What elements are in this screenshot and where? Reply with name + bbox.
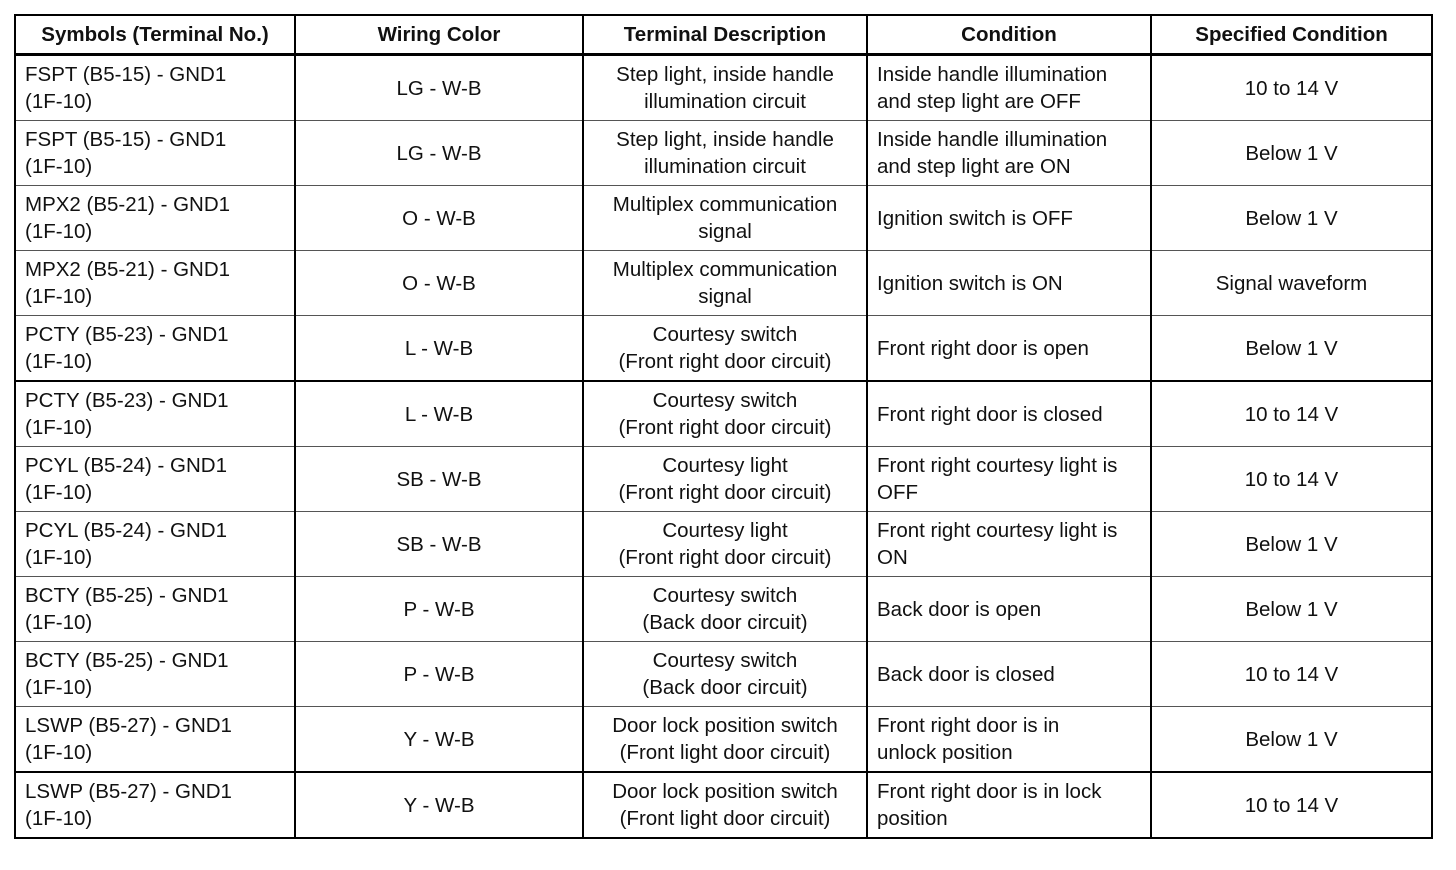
cell-specified-condition: 10 to 14 V [1151,772,1432,838]
cell-symbol: BCTY (B5-25) - GND1 (1F-10) [15,577,295,642]
header-specified-condition: Specified Condition [1151,15,1432,55]
cell-wiring-color: L - W-B [295,381,583,447]
cell-description: Courtesy switch (Front right door circuit) [583,381,867,447]
cell-condition: Inside handle illumination and step light are OFF [867,55,1151,121]
cell-description: Courtesy switch (Front right door circuit) [583,316,867,382]
cell-condition: Ignition switch is OFF [867,186,1151,251]
cell-specified-condition: Below 1 V [1151,316,1432,382]
cell-symbol: PCTY (B5-23) - GND1 (1F-10) [15,316,295,382]
cell-specified-condition: Below 1 V [1151,577,1432,642]
cell-wiring-color: O - W-B [295,186,583,251]
header-row [15,15,1432,55]
cell-description: Courtesy light (Front right door circuit) [583,512,867,577]
cell-condition: Front right courtesy light is ON [867,512,1151,577]
table-row [15,251,1432,316]
cell-wiring-color: SB - W-B [295,447,583,512]
cell-specified-condition: Below 1 V [1151,707,1432,773]
cell-wiring-color: LG - W-B [295,121,583,186]
cell-description: Step light, inside handle illumination circuit [583,55,867,121]
cell-condition: Back door is open [867,577,1151,642]
cell-wiring-color: SB - W-B [295,512,583,577]
cell-wiring-color: L - W-B [295,316,583,382]
cell-description: Door lock position switch (Front light door circuit) [583,772,867,838]
cell-symbol: PCYL (B5-24) - GND1 (1F-10) [15,512,295,577]
cell-symbol: LSWP (B5-27) - GND1 (1F-10) [15,772,295,838]
cell-symbol: MPX2 (B5-21) - GND1 (1F-10) [15,186,295,251]
cell-condition: Back door is closed [867,642,1151,707]
cell-wiring-color: P - W-B [295,577,583,642]
table-row [15,447,1432,512]
table-row [15,186,1432,251]
cell-condition: Front right door is open [867,316,1151,382]
cell-wiring-color: P - W-B [295,642,583,707]
cell-specified-condition: 10 to 14 V [1151,381,1432,447]
table-row [15,316,1432,382]
cell-specified-condition: Below 1 V [1151,186,1432,251]
cell-description: Door lock position switch (Front light door circuit) [583,707,867,773]
cell-wiring-color: LG - W-B [295,55,583,121]
cell-description: Courtesy switch (Back door circuit) [583,577,867,642]
cell-specified-condition: Below 1 V [1151,512,1432,577]
cell-condition: Front right courtesy light is OFF [867,447,1151,512]
cell-condition: Inside handle illumination and step light are ON [867,121,1151,186]
header-terminal-description: Terminal Description [583,15,867,55]
cell-symbol: PCTY (B5-23) - GND1 (1F-10) [15,381,295,447]
cell-condition: Front right door is in lock position [867,772,1151,838]
cell-condition: Front right door is in unlock position [867,707,1151,773]
cell-description: Step light, inside handle illumination circuit [583,121,867,186]
table-row [15,707,1432,773]
cell-specified-condition: 10 to 14 V [1151,55,1432,121]
header-symbols: Symbols (Terminal No.) [15,15,295,55]
cell-description: Multiplex communication signal [583,251,867,316]
cell-description: Multiplex communication signal [583,186,867,251]
table-row [15,772,1432,838]
cell-condition: Ignition switch is ON [867,251,1151,316]
cell-specified-condition: Below 1 V [1151,121,1432,186]
table-row [15,55,1432,121]
cell-wiring-color: Y - W-B [295,772,583,838]
header-wiring-color: Wiring Color [295,15,583,55]
cell-symbol: FSPT (B5-15) - GND1 (1F-10) [15,55,295,121]
cell-specified-condition: 10 to 14 V [1151,642,1432,707]
cell-symbol: LSWP (B5-27) - GND1 (1F-10) [15,707,295,773]
cell-symbol: MPX2 (B5-21) - GND1 (1F-10) [15,251,295,316]
table-row [15,512,1432,577]
terminal-spec-table [14,14,1433,839]
cell-symbol: FSPT (B5-15) - GND1 (1F-10) [15,121,295,186]
table-row [15,381,1432,447]
cell-specified-condition: Signal waveform [1151,251,1432,316]
cell-specified-condition: 10 to 14 V [1151,447,1432,512]
table-row [15,642,1432,707]
table-row [15,577,1432,642]
cell-wiring-color: O - W-B [295,251,583,316]
cell-symbol: BCTY (B5-25) - GND1 (1F-10) [15,642,295,707]
header-condition: Condition [867,15,1151,55]
cell-condition: Front right door is closed [867,381,1151,447]
table-row [15,121,1432,186]
cell-description: Courtesy light (Front right door circuit) [583,447,867,512]
cell-symbol: PCYL (B5-24) - GND1 (1F-10) [15,447,295,512]
cell-wiring-color: Y - W-B [295,707,583,773]
cell-description: Courtesy switch (Back door circuit) [583,642,867,707]
